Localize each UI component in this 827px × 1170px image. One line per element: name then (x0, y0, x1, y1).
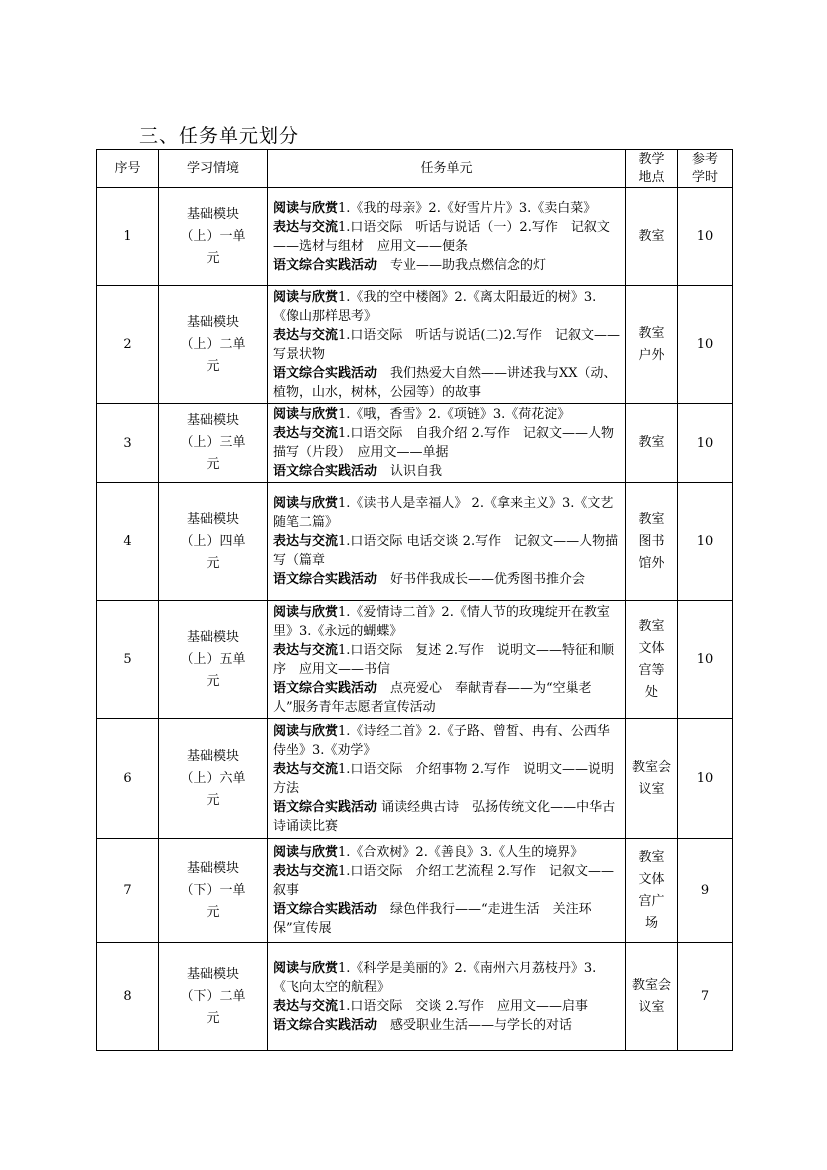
row-no: 2 (97, 286, 159, 404)
table-row (97, 719, 733, 839)
task-line-text: 1.《科学是美丽的》2.《南州六月荔枝丹》3.《飞向太空的航程》 (273, 960, 597, 995)
row-no: 7 (97, 839, 159, 943)
table-row (97, 404, 733, 483)
row-place: 教室图书馆外 (638, 511, 665, 571)
task-line-label: 表达与交流 (273, 534, 339, 549)
header-hours: 参考学时 (678, 150, 733, 188)
row-task-unit (268, 839, 626, 943)
row-place-cell (626, 404, 678, 483)
task-line (273, 862, 621, 900)
task-line-text: 点亮爱心 奉献青春——为“空巢老人”服务青年志愿者宣传活动 (273, 680, 592, 715)
task-line (273, 997, 621, 1016)
task-line (273, 288, 621, 326)
row-context: 基础模块（下）一单元 (180, 860, 246, 920)
task-line-label: 阅读与欣赏 (273, 200, 339, 216)
row-hours: 7 (678, 943, 733, 1051)
task-line-label: 阅读与欣赏 (273, 960, 339, 976)
task-line-text: 1.《合欢树》2.《善良》3.《人生的境界》 (338, 845, 584, 860)
task-line (273, 679, 621, 717)
row-context-cell (159, 943, 268, 1051)
row-context: 基础模块（下）二单元 (180, 966, 246, 1026)
task-line-label: 表达与交流 (273, 761, 339, 777)
task-line-text: 好书伴我成长——优秀图书推介会 (377, 572, 586, 587)
row-hours: 10 (678, 601, 733, 719)
row-place-cell (626, 839, 678, 943)
row-hours: 10 (678, 719, 733, 839)
row-place-cell (626, 286, 678, 404)
row-hours: 10 (678, 404, 733, 483)
table-row (97, 839, 733, 943)
task-line-label: 阅读与欣赏 (273, 723, 339, 739)
task-line (273, 641, 621, 679)
task-line-label: 表达与交流 (273, 642, 339, 658)
task-line-label: 语文综合实践活动 (273, 799, 378, 815)
row-context: 基础模块（上）四单元 (180, 511, 246, 571)
table-header-row (97, 150, 733, 188)
row-context-cell (159, 839, 268, 943)
task-line-text: 1.口语交际 交谈 2.写作 应用文——启事 (338, 998, 588, 1014)
task-line-label: 表达与交流 (273, 219, 339, 235)
task-line-label: 表达与交流 (273, 998, 339, 1014)
task-line-text: 1.口语交际 复述 2.写作 说明文——特征和顺序 应用文——书信 (273, 642, 614, 677)
row-context-cell (159, 286, 268, 404)
task-line-text: 1.口语交际 听话与说话（一）2.写作 记叙文——选材与组材 应用文——便条 (273, 219, 610, 254)
task-line-text: 1.《我的空中楼阁》2.《离太阳最近的树》3.《像山那样思考》 (273, 289, 597, 324)
task-line (273, 843, 621, 862)
row-task-unit (268, 404, 626, 483)
task-line-text: 1.《我的母亲》2.《好雪片片》3.《卖白菜》 (338, 200, 597, 216)
task-line-label: 阅读与欣赏 (273, 604, 339, 620)
row-place-cell (626, 483, 678, 601)
row-place-cell (626, 719, 678, 839)
task-line-text: 1.《读书人是幸福人》 2.《拿来主义》3.《文艺随笔二篇》 (273, 496, 614, 530)
row-context-cell (159, 404, 268, 483)
task-line-text: 1.《哦，香雪》2.《项链》3.《荷花淀》 (338, 407, 571, 422)
row-context-cell (159, 719, 268, 839)
row-place: 教室户外 (638, 325, 665, 363)
task-line (273, 570, 621, 589)
row-context: 基础模块（上）一单元 (180, 206, 246, 266)
row-task-unit (268, 719, 626, 839)
task-line-label: 语文综合实践活动 (273, 1017, 378, 1033)
row-place: 教室会议室 (631, 977, 671, 1015)
table-row (97, 286, 733, 404)
task-line (273, 462, 621, 481)
task-unit-table (96, 149, 733, 1051)
row-task-unit (268, 188, 626, 286)
row-place: 教室 (638, 228, 665, 244)
task-line-text: 1.口语交际 介绍事物 2.写作 说明文——说明方法 (273, 761, 614, 796)
task-line-label: 阅读与欣赏 (273, 289, 339, 305)
task-line (273, 722, 621, 760)
task-line (273, 199, 621, 218)
row-task-unit (268, 943, 626, 1051)
task-line-text: 1.口语交际 电话交谈 2.写作 记叙文——人物描写（篇章 (273, 534, 619, 568)
row-context: 基础模块（上）五单元 (180, 629, 246, 689)
task-line-label: 阅读与欣赏 (273, 407, 339, 422)
task-line-text: 我们热爱大自然——讲述我与XX（动、植物，山水，树林，公园等）的故事 (273, 365, 617, 400)
task-line (273, 256, 621, 275)
task-line-label: 语文综合实践活动 (273, 902, 378, 917)
task-line-label: 表达与交流 (273, 426, 339, 441)
row-place-cell (626, 188, 678, 286)
task-line (273, 326, 621, 364)
task-line-text: 专业——助我点燃信念的灯 (377, 257, 547, 273)
row-no: 1 (97, 188, 159, 286)
row-place-cell (626, 601, 678, 719)
task-line (273, 603, 621, 641)
task-line-label: 语文综合实践活动 (273, 680, 378, 696)
task-line-text: 1.《爱情诗二首》2.《情人节的玫瑰绽开在教室里》3.《永远的蝴蝶》 (273, 604, 610, 639)
task-line-label: 表达与交流 (273, 327, 339, 343)
task-line (273, 760, 621, 798)
task-line-label: 语文综合实践活动 (273, 464, 378, 479)
task-line-label: 语文综合实践活动 (273, 365, 378, 381)
task-line-text: 诵读经典古诗 弘扬传统文化——中华古诗诵读比赛 (273, 799, 616, 834)
task-line (273, 900, 621, 938)
row-no: 4 (97, 483, 159, 601)
row-hours: 9 (678, 839, 733, 943)
task-line-text: 1.口语交际 介绍工艺流程 2.写作 记叙文——叙事 (273, 864, 614, 898)
row-place: 教室会议室 (631, 759, 671, 797)
row-hours: 10 (678, 483, 733, 601)
task-line-text: 认识自我 (377, 464, 443, 479)
task-line (273, 364, 621, 402)
task-line (273, 1016, 621, 1035)
row-no: 6 (97, 719, 159, 839)
section-title: 三、任务单元划分 (139, 125, 300, 147)
table-row (97, 188, 733, 286)
row-context: 基础模块（上）六单元 (180, 748, 246, 808)
task-line (273, 798, 621, 836)
row-context-cell (159, 601, 268, 719)
task-line-text: 1.口语交际 听话与说话(二)2.写作 记叙文——写景状物 (273, 327, 620, 362)
task-line-label: 阅读与欣赏 (273, 496, 339, 511)
row-hours: 10 (678, 286, 733, 404)
row-no: 8 (97, 943, 159, 1051)
row-no: 5 (97, 601, 159, 719)
row-task-unit (268, 601, 626, 719)
table-row (97, 601, 733, 719)
task-line (273, 532, 621, 570)
header-context: 学习情境 (159, 150, 268, 188)
row-context-cell (159, 483, 268, 601)
row-context: 基础模块（上）三单元 (180, 413, 246, 472)
table-row (97, 483, 733, 601)
task-line-label: 语文综合实践活动 (273, 572, 378, 587)
task-line (273, 424, 621, 462)
task-line-label: 阅读与欣赏 (273, 845, 339, 860)
header-place: 教学地点 (626, 150, 678, 188)
row-place: 教室文体宫广场 (638, 849, 665, 931)
task-line-text: 感受职业生活——与学长的对话 (377, 1017, 573, 1033)
task-line-label: 语文综合实践活动 (273, 257, 378, 273)
task-line (273, 494, 621, 532)
row-hours: 10 (678, 188, 733, 286)
row-place: 教室文体宫等处 (638, 618, 665, 700)
task-line-text: 1.口语交际 自我介绍 2.写作 记叙文——人物描写（片段） 应用文——单据 (273, 426, 614, 460)
task-line (273, 218, 621, 256)
row-context: 基础模块（上）二单元 (180, 314, 246, 374)
table-row (97, 943, 733, 1051)
header-unit: 任务单元 (268, 150, 626, 188)
task-line-label: 表达与交流 (273, 864, 339, 879)
row-context-cell (159, 188, 268, 286)
row-no: 3 (97, 404, 159, 483)
task-line-text: 1.《诗经二首》2.《子路、曾皙、冉有、公西华侍坐》3.《劝学》 (273, 723, 610, 758)
task-line-text: 绿色伴我行——“走进生活 关注环保”宣传展 (273, 902, 592, 936)
row-place: 教室 (638, 435, 665, 450)
row-task-unit (268, 483, 626, 601)
task-line (273, 405, 621, 424)
task-line (273, 959, 621, 997)
row-task-unit (268, 286, 626, 404)
row-place-cell (626, 943, 678, 1051)
header-no: 序号 (97, 150, 159, 188)
